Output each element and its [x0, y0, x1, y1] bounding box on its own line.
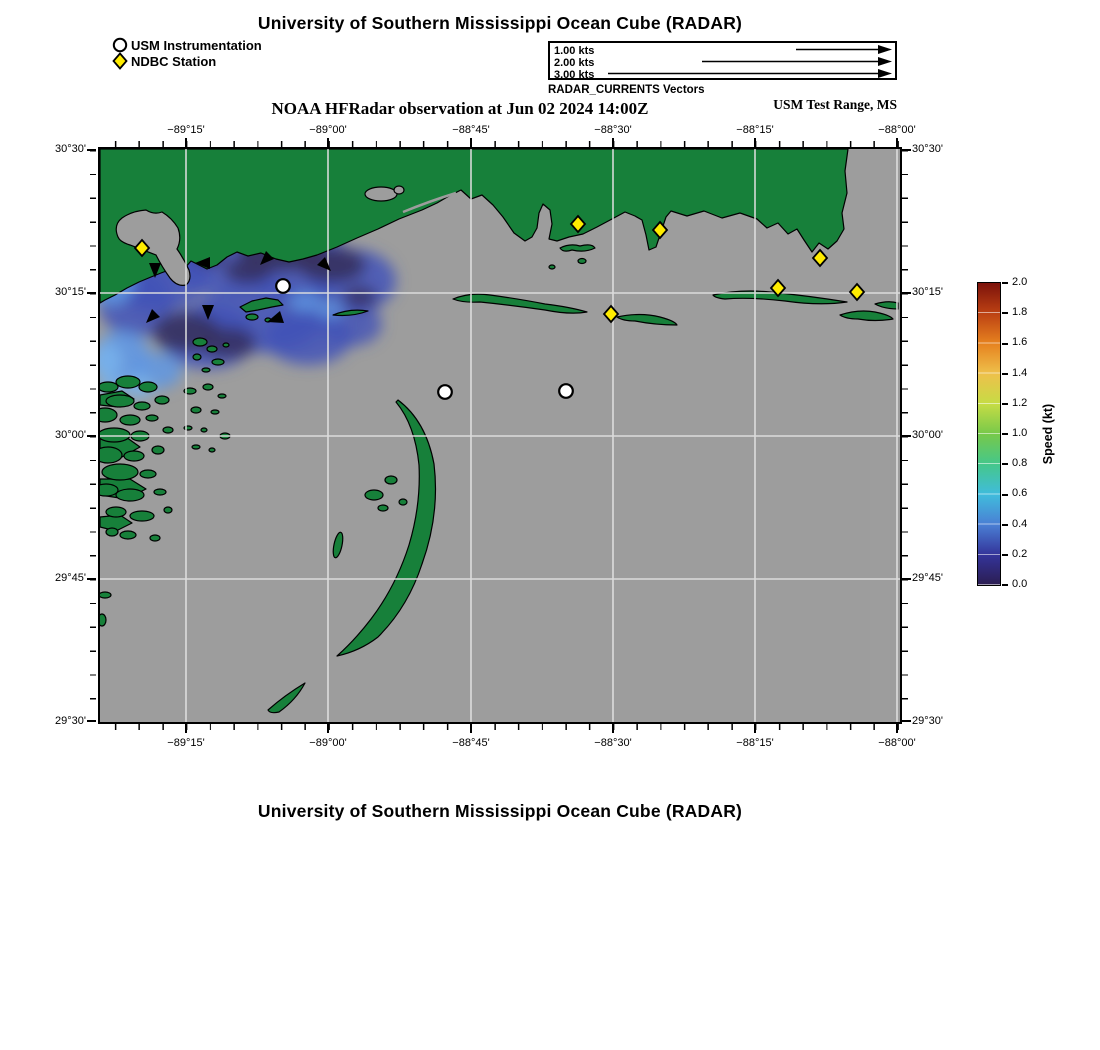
lon-label-top-4: −88°15' — [736, 124, 774, 136]
colorbar-label-6: 0.8 — [1012, 457, 1028, 469]
ndbc-diamond-icon — [114, 54, 127, 69]
scale-row-1-label: 1.00 kts — [554, 45, 595, 57]
right-major-tick — [902, 720, 911, 722]
right-major-tick — [902, 149, 911, 151]
colorbar-label-4: 1.2 — [1012, 397, 1028, 409]
top-major-tick — [327, 138, 329, 147]
top-major-tick — [470, 138, 472, 147]
colorbar-tick — [1002, 373, 1008, 375]
colorbar-label-0: 2.0 — [1012, 276, 1028, 288]
lat-label-right-4: 29°30' — [912, 715, 943, 727]
ndbc-station-marker — [813, 250, 827, 266]
island-ship — [453, 294, 587, 313]
coastal-lagoon — [394, 186, 404, 194]
colorbar-label-8: 0.4 — [1012, 518, 1028, 530]
colorbar-tick — [1002, 463, 1008, 465]
island — [399, 499, 407, 505]
right-major-tick — [902, 578, 911, 580]
left-major-tick — [87, 149, 96, 151]
map-plot-area — [98, 147, 902, 724]
island — [268, 683, 305, 713]
scale-caption: RADAR_CURRENTS Vectors — [548, 84, 705, 96]
left-major-tick — [87, 578, 96, 580]
lat-label-left-1: 30°15' — [55, 286, 86, 298]
lon-label-top-1: −89°00' — [309, 124, 347, 136]
land-layer — [100, 149, 898, 713]
coastal-lagoon — [365, 187, 397, 201]
colorbar-tick — [1002, 282, 1008, 284]
lon-label-top-3: −88°30' — [594, 124, 632, 136]
legend-icons — [110, 36, 130, 72]
colorbar-tick — [1002, 343, 1008, 345]
lat-label-left-0: 30°30' — [55, 143, 86, 155]
colorbar — [977, 282, 1001, 586]
bottom-major-tick — [470, 724, 472, 733]
legend-usm-label: USM Instrumentation — [131, 38, 262, 53]
observation-subtitle: NOAA HFRadar observation at Jun 02 2024 14:00Z — [271, 99, 649, 118]
lon-label-bottom-0: −89°15' — [167, 737, 205, 749]
lon-label-top-5: −88°00' — [878, 124, 916, 136]
colorbar-tick-lines — [978, 283, 1000, 585]
left-major-tick — [87, 720, 96, 722]
left-major-tick — [87, 292, 96, 294]
island — [365, 490, 383, 500]
left-major-tick — [87, 435, 96, 437]
legend-ndbc-label: NDBC Station — [131, 54, 217, 69]
bottom-major-tick — [327, 724, 329, 733]
lon-label-bottom-2: −88°45' — [452, 737, 490, 749]
island — [378, 505, 388, 511]
ndbc-station-marker — [850, 284, 864, 300]
lon-label-bottom-4: −88°15' — [736, 737, 774, 749]
usm-circle-icon — [114, 39, 126, 51]
colorbar-tick — [1002, 433, 1008, 435]
usm-station-marker — [276, 279, 290, 293]
lat-label-right-3: 29°45' — [912, 572, 943, 584]
bottom-axis-minor-ticks — [100, 724, 900, 730]
island — [875, 302, 898, 309]
scale-arrow-3-head — [878, 69, 892, 78]
lon-label-top-0: −89°15' — [167, 124, 205, 136]
ndbc-station-marker — [604, 306, 618, 322]
bottom-major-tick — [754, 724, 756, 733]
right-major-tick — [902, 435, 911, 437]
lon-label-bottom-1: −89°00' — [309, 737, 347, 749]
island — [617, 315, 677, 326]
island — [385, 476, 397, 484]
colorbar-tick — [1002, 403, 1008, 405]
colorbar-label-10: 0.0 — [1012, 578, 1028, 590]
colorbar-tick — [1002, 312, 1008, 314]
scale-row-2-label: 2.00 kts — [554, 57, 595, 69]
region-label: USM Test Range, MS — [773, 97, 897, 112]
map-svg — [100, 149, 900, 722]
bottom-major-tick — [896, 724, 898, 733]
bottom-title: University of Southern Mississippi Ocean Cube (RADAR) — [257, 801, 743, 821]
page-title: University of Southern Mississippi Ocean Cube (RADAR) — [257, 13, 743, 33]
top-major-tick — [612, 138, 614, 147]
lat-label-right-0: 30°30' — [912, 143, 943, 155]
usm-station-marker — [559, 384, 573, 398]
lon-label-bottom-3: −88°30' — [594, 737, 632, 749]
top-major-tick — [896, 138, 898, 147]
colorbar-tick — [1002, 554, 1008, 556]
scale-arrows — [550, 43, 895, 78]
colorbar-label-9: 0.2 — [1012, 548, 1028, 560]
colorbar-label-3: 1.4 — [1012, 367, 1028, 379]
usm-station-marker — [438, 385, 452, 399]
colorbar-label-7: 0.6 — [1012, 487, 1028, 499]
right-major-tick — [902, 292, 911, 294]
lat-label-right-2: 30°00' — [912, 429, 943, 441]
vector-scale-box — [548, 41, 897, 80]
island-chandeleur-arc — [337, 400, 436, 656]
lat-label-right-1: 30°15' — [912, 286, 943, 298]
lat-label-left-4: 29°30' — [55, 715, 86, 727]
island — [560, 245, 595, 251]
colorbar-tick — [1002, 524, 1008, 526]
colorbar-label-5: 1.0 — [1012, 427, 1028, 439]
top-major-tick — [754, 138, 756, 147]
island — [840, 311, 893, 321]
colorbar-label-1: 1.8 — [1012, 306, 1028, 318]
scale-arrow-1-head — [878, 45, 892, 54]
colorbar-tick — [1002, 584, 1008, 586]
scale-arrow-2-head — [878, 57, 892, 66]
island — [331, 531, 344, 558]
bottom-major-tick — [612, 724, 614, 733]
colorbar-label-2: 1.6 — [1012, 336, 1028, 348]
island — [549, 265, 555, 269]
island — [246, 314, 258, 320]
lon-label-top-2: −88°45' — [452, 124, 490, 136]
lat-label-left-2: 30°00' — [55, 429, 86, 441]
colorbar-tick — [1002, 494, 1008, 496]
island — [578, 259, 586, 264]
bottom-major-tick — [185, 724, 187, 733]
lon-label-bottom-5: −88°00' — [878, 737, 916, 749]
scale-row-3-label: 3.00 kts — [554, 69, 595, 81]
top-major-tick — [185, 138, 187, 147]
colorbar-title: Speed (kt) — [1041, 403, 1055, 465]
lat-label-left-3: 29°45' — [55, 572, 86, 584]
